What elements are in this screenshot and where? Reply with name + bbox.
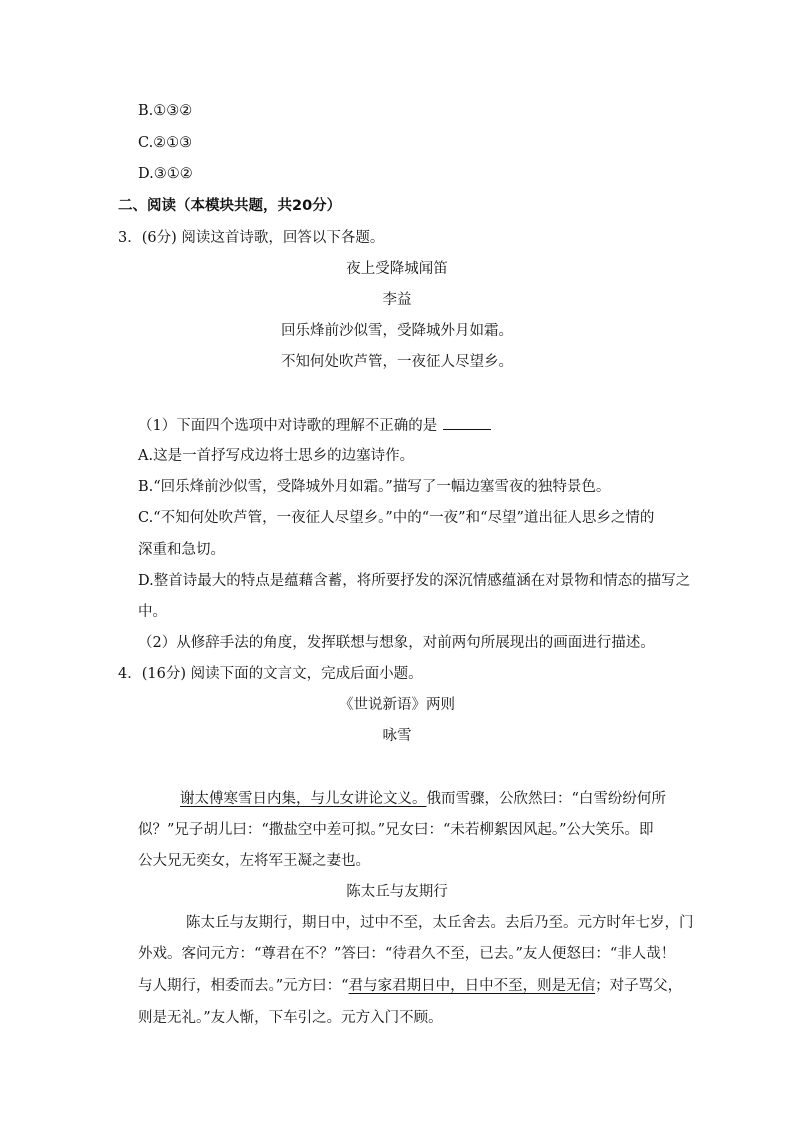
poem-title: 夜上受降城闻笛 (346, 261, 448, 277)
passage2-line4: 则是无礼。”友人惭，下车引之。元方入门不顾。 (138, 1010, 443, 1026)
passage2-line3 (138, 976, 682, 996)
q3-option-b: B.“回乐烽前沙似雪，受降城外月如霜。”描写了一幅边塞雪夜的独特景色。 (138, 479, 611, 495)
passage2-line2: 外戏。客问元方：“尊君在不？”答曰：“待君久不至，已去。”友人便怒曰：“非人哉！ (138, 946, 676, 962)
q3-stem: 3．(6分) 阅读这首诗歌，回答以下各题。 (118, 230, 385, 246)
q3-option-a: A.这是一首抒写戍边将士思乡的边塞诗作。 (138, 448, 415, 464)
passage2-line3-b: ；对子骂父， (595, 978, 683, 994)
q4-subtitle-2: 陈太丘与友期行 (346, 884, 448, 900)
q3-sub1-prompt (138, 415, 491, 436)
passage2-line3-a: 与人期行，相委而去。”元方曰：“ (138, 978, 349, 994)
poem-line-2: 不知何处吹芦管，一夜征人尽望乡。 (281, 354, 513, 370)
passage1-line3: 公大兄无奕女，左将军王凝之妻也。 (138, 853, 370, 869)
q3-option-c-line2: 深重和急切。 (138, 542, 225, 558)
q3-option-d-line1: D.整首诗最大的特点是蕴藉含蓄，将所要抒发的深沉情感蕴涵在对景物和情态的描写之 (138, 573, 691, 589)
underlined-sentence-2: 君与家君期日中，日中不至，则是无信 (348, 978, 596, 994)
option-b: B.①③② (138, 103, 193, 119)
passage2-line1: 陈太丘与友期行，期日中，过中不至，太丘舍去。去后乃至。元方时年七岁，门 (186, 915, 694, 931)
q4-stem: 4．(16分) 阅读下面的文言文，完成后面小题。 (118, 666, 423, 682)
answer-blank[interactable] (443, 415, 491, 430)
passage1-line1-rest: 俄而雪骤，公欣然曰：“白雪纷纷何所 (426, 791, 666, 807)
option-d: D.③①② (138, 166, 193, 182)
poem-author: 李益 (382, 292, 412, 308)
q4-subtitle-1: 咏雪 (382, 728, 412, 744)
q3-option-d-line2: 中。 (138, 604, 167, 620)
underlined-sentence: 谢太傅寒雪日内集，与儿女讲论文义。 (180, 791, 427, 807)
q3-sub1-text: （1）下面四个选项中对诗歌的理解不正确的是 (138, 418, 438, 434)
section-heading: 二、阅读（本模块共题，共20分） (118, 198, 342, 214)
q3-option-c-line1: C.“不知何处吹芦管，一夜征人尽望乡。”中的“一夜”和“尽望”道出征人思乡之情的 (138, 510, 655, 526)
passage1-line2: 似？”兄子胡儿曰：“撒盐空中差可拟。”兄女曰：“未若柳絮因风起。”公大笑乐。即 (138, 822, 654, 838)
poem-line-1: 回乐烽前沙似雪，受降城外月如霜。 (281, 323, 513, 339)
passage1-line1 (180, 789, 666, 809)
q3-sub2-prompt: （2）从修辞手法的角度，发挥联想与想象，对前两句所展现出的画面进行描述。 (138, 635, 655, 651)
option-c: C.②①③ (138, 135, 193, 151)
q4-title: 《世说新语》两则 (339, 697, 455, 713)
